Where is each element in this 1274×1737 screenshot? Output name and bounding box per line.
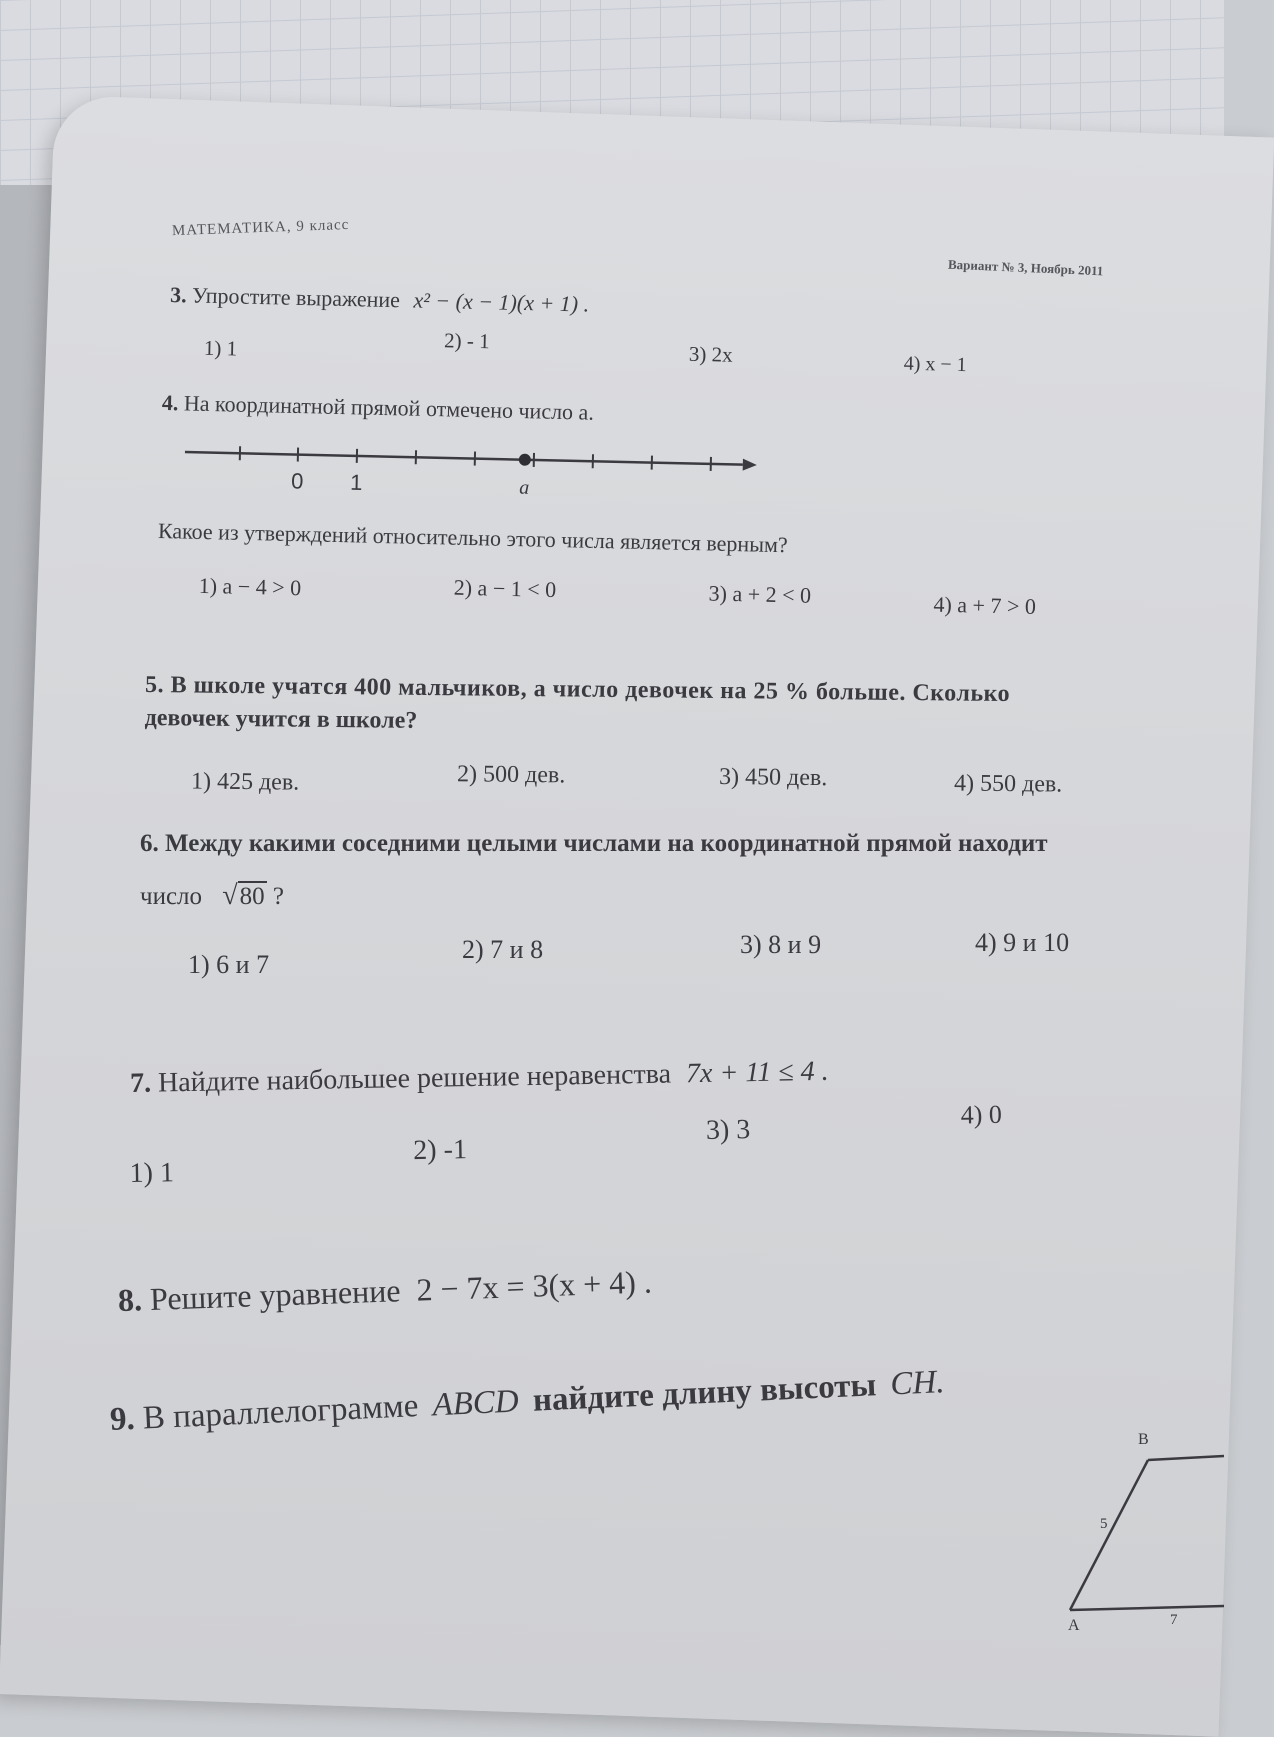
option-2[interactable]: 2) -1 — [413, 1134, 467, 1167]
option-1[interactable]: 1) 1 — [129, 1157, 174, 1190]
header-subject: МАТЕМАТИКА, 9 класс — [172, 217, 350, 240]
option-2[interactable]: 2) 7 и 8 — [462, 935, 543, 965]
option-3[interactable]: 3) 3 — [706, 1114, 751, 1147]
sqrt-radicand: 80 — [238, 881, 267, 910]
question-expression-2: CH. — [890, 1364, 946, 1402]
label-a: a — [519, 477, 529, 499]
axis-line — [185, 452, 743, 465]
side-ab — [1070, 1460, 1148, 1610]
sqrt-symbol-icon: √ — [222, 880, 237, 911]
option-4[interactable]: 4) 0 — [960, 1100, 1002, 1131]
option-3[interactable]: 3) a + 2 < 0 — [708, 580, 811, 608]
header-variant: Вариант № 3, Ноябрь 2011 — [948, 257, 1104, 280]
option-3[interactable]: 3) 2x — [689, 342, 733, 368]
vertex-b-label: B — [1138, 1431, 1149, 1448]
option-3[interactable]: 3) 450 дев. — [719, 764, 827, 792]
question-mark: ? — [273, 883, 284, 910]
question-expression: 7x + 11 ≤ 4 . — [686, 1056, 829, 1089]
question-text: Найдите наибольшее решение неравенства — [158, 1059, 671, 1099]
parallelogram-figure — [1080, 1420, 1224, 1632]
side-ad — [1070, 1606, 1224, 1610]
option-4[interactable]: 4) 550 дев. — [954, 770, 1062, 798]
option-3[interactable]: 3) 8 и 9 — [740, 930, 821, 960]
question-number: 7. — [130, 1068, 152, 1099]
side-bc — [1148, 1456, 1224, 1460]
option-4[interactable]: 4) x − 1 — [903, 353, 966, 377]
question-text-continued: число — [140, 883, 202, 910]
option-2[interactable]: 2) 500 дев. — [457, 761, 565, 789]
question-number: 9. — [109, 1401, 135, 1438]
option-1[interactable]: 1) a − 4 > 0 — [198, 573, 301, 601]
number-line — [184, 440, 765, 513]
vertex-a-label: A — [1068, 1617, 1080, 1634]
question-text-continued: девочек учится в школе? — [145, 705, 418, 735]
side-ad-length: 7 — [1170, 1612, 1178, 1628]
question-number: 6. — [140, 830, 159, 857]
side-ab-length: 5 — [1100, 1516, 1108, 1532]
label-0: 0 — [291, 468, 304, 493]
ticks — [240, 446, 711, 471]
question-expression: 2 − 7x = 3(x + 4) . — [416, 1263, 653, 1307]
question-number: 4. — [162, 390, 179, 415]
question-number: 5. — [145, 672, 164, 698]
question-text: На координатной прямой отмечено число a. — [184, 390, 594, 424]
question-text: Упростите выражение — [192, 283, 400, 313]
question-text: Решите уравнение — [149, 1272, 401, 1317]
question-expression: ABCD — [432, 1383, 520, 1423]
question-expression: x² − (x − 1)(x + 1) . — [413, 288, 589, 317]
option-4[interactable]: 4) 9 и 10 — [975, 928, 1069, 958]
arrow-head-icon — [743, 459, 757, 471]
option-1[interactable]: 1) 6 и 7 — [188, 950, 269, 980]
option-4[interactable]: 4) a + 7 > 0 — [933, 592, 1036, 620]
question-text: Между какими соседними целыми числами на координатной прямой находит — [165, 830, 1048, 857]
question-text: В параллелограмме — [142, 1388, 419, 1436]
point-a — [519, 454, 531, 466]
question-text-continued: найдите длину высоты — [532, 1367, 877, 1419]
option-2[interactable]: 2) a − 1 < 0 — [453, 575, 556, 603]
question-number: 8. — [117, 1281, 142, 1318]
question-followup: Какое из утверждений относительно этого числа является верным? — [158, 518, 788, 558]
question-text: В школе учатся 400 мальчиков, а число девочек на 25 % больше. Сколько — [170, 672, 1010, 707]
label-1: 1 — [350, 470, 363, 495]
option-1[interactable]: 1) 425 дев. — [191, 768, 299, 796]
question-number: 3. — [170, 282, 187, 307]
option-2[interactable]: 2) - 1 — [444, 328, 490, 354]
option-1[interactable]: 1) 1 — [204, 336, 238, 362]
